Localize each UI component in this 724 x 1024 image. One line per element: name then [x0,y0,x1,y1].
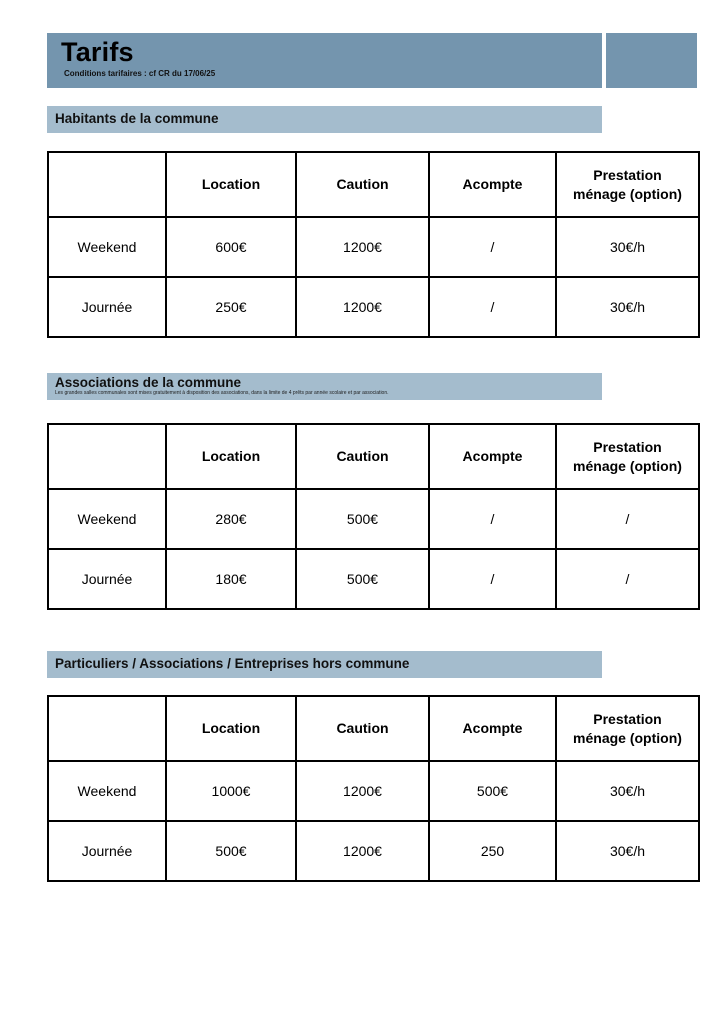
section-header-habitants [47,106,602,133]
cell-menage: 30€/h [556,761,699,821]
header-cell-acompte: Acompte [429,696,556,761]
cell-caution: 1200€ [296,277,429,337]
cell-acompte: 250 [429,821,556,881]
row-label: Weekend [48,761,166,821]
row-label: Journée [48,821,166,881]
menage-line-1: Prestation [593,166,662,183]
cell-caution: 500€ [296,489,429,549]
page-subtitle: Conditions tarifaires : cf CR du 17/06/25 [64,69,216,78]
section-title: Particuliers / Associations / Entreprises hors commune [55,656,410,671]
cell-location: 1000€ [166,761,296,821]
table-row [48,217,699,277]
cell-caution: 1200€ [296,217,429,277]
table-header-row [48,152,699,217]
header-side-block [606,33,697,88]
cell-acompte: / [429,549,556,609]
menage-line-2: ménage (option) [573,185,682,202]
cell-menage: 30€/h [556,277,699,337]
table-row [48,277,699,337]
header-banner [47,33,602,88]
menage-line-2: ménage (option) [573,457,682,474]
section-title: Habitants de la commune [55,111,219,126]
header-cell-caution: Caution [296,152,429,217]
page-title: Tarifs [61,37,134,67]
header-cell-location: Location [166,424,296,489]
header-cell-menage [556,696,699,761]
table-row [48,549,699,609]
table-row [48,761,699,821]
cell-menage: / [556,549,699,609]
cell-menage: 30€/h [556,217,699,277]
section-note: Les grandes salles communales sont mises gratuitement à disposition des associations, dans la limite de 4 prêts par année scolaire et par association. [55,390,389,396]
cell-acompte: / [429,489,556,549]
tarifs-table-associations [47,423,700,610]
header-cell-menage [556,424,699,489]
cell-caution: 1200€ [296,821,429,881]
cell-acompte: 500€ [429,761,556,821]
cell-caution: 1200€ [296,761,429,821]
cell-location: 250€ [166,277,296,337]
header-cell-caution: Caution [296,424,429,489]
cell-menage: / [556,489,699,549]
tarifs-table-habitants [47,151,700,338]
table-header-row [48,424,699,489]
cell-caution: 500€ [296,549,429,609]
header-cell-location: Location [166,696,296,761]
section-title: Associations de la commune [55,375,242,390]
header-cell-empty [48,696,166,761]
table-header-row [48,696,699,761]
cell-location: 180€ [166,549,296,609]
header-cell-acompte: Acompte [429,152,556,217]
header-cell-empty [48,152,166,217]
header-cell-acompte: Acompte [429,424,556,489]
cell-acompte: / [429,277,556,337]
row-label: Journée [48,277,166,337]
tarifs-table-hors-commune [47,695,700,882]
cell-location: 500€ [166,821,296,881]
cell-menage: 30€/h [556,821,699,881]
row-label: Weekend [48,217,166,277]
cell-location: 600€ [166,217,296,277]
cell-acompte: / [429,217,556,277]
menage-line-1: Prestation [593,438,662,455]
row-label: Weekend [48,489,166,549]
row-label: Journée [48,549,166,609]
header-cell-caution: Caution [296,696,429,761]
table-row [48,489,699,549]
header-cell-empty [48,424,166,489]
cell-location: 280€ [166,489,296,549]
table-row [48,821,699,881]
section-header-hors-commune [47,651,602,678]
menage-line-2: ménage (option) [573,729,682,746]
header-cell-menage [556,152,699,217]
header-cell-location: Location [166,152,296,217]
menage-line-1: Prestation [593,710,662,727]
section-header-associations [47,373,602,400]
